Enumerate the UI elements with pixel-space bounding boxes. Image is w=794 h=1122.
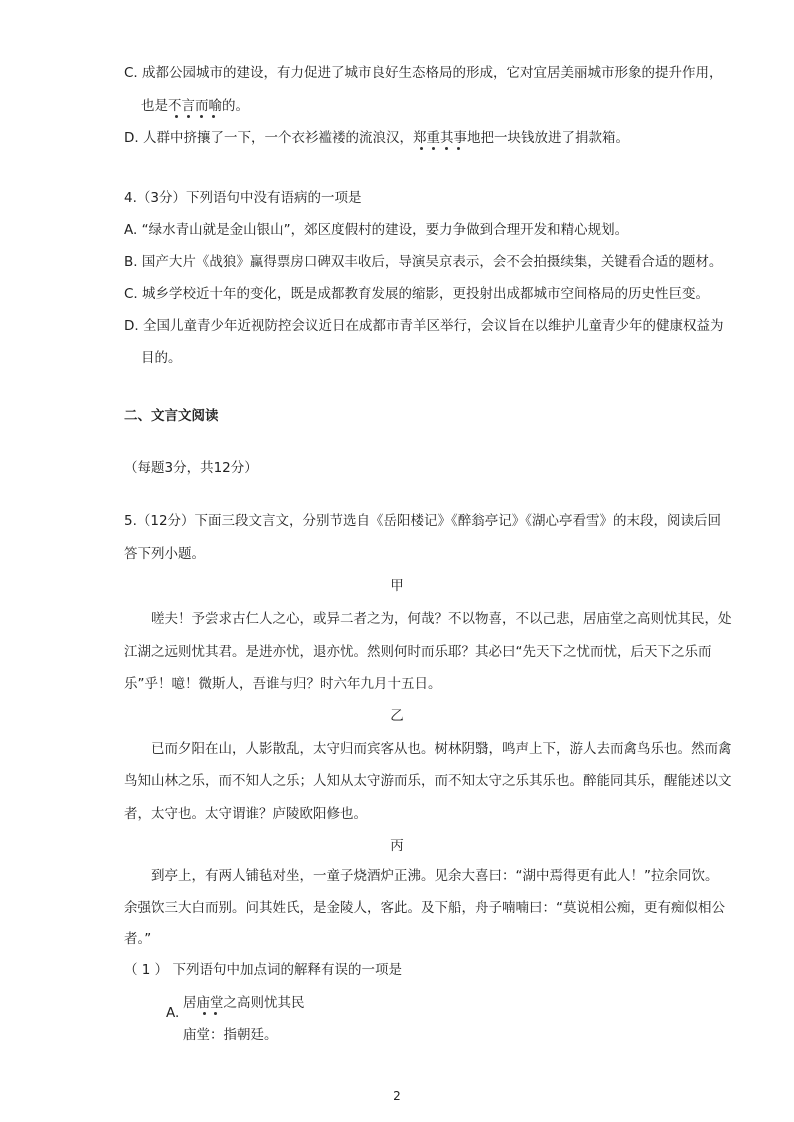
q3-option-d-text-post: 地把一块钱放进了捐款箱。 — [466, 130, 629, 146]
emphasis-dots — [170, 114, 220, 120]
section-scoring-note: （每题3分，共12分） — [124, 460, 258, 476]
passage-yi-label: 乙 — [390, 708, 404, 724]
q3-option-d-emphasized-word — [413, 130, 467, 146]
emphasized-text: 不言而喻 — [168, 98, 222, 114]
passage-yi-line: 鸟知山林之乐，而不知人之乐；人知从太守游而乐，而不知太守之乐其乐也。醉能同其乐，醒能述以文 — [124, 773, 732, 789]
q4-option-d-line1: D. 全国儿童青少年近视防控会议近日在成都市青羊区举行，会议旨在以维护儿童青少年的健康权益为 — [124, 318, 724, 334]
q4-option-a: A. “绿水青山就是金山银山”，郊区度假村的建设，要力争做到合理开发和精心规划。 — [124, 222, 629, 238]
q5-sub1-option-a-label: A. — [166, 1005, 180, 1021]
q3-option-c-text-pre: 也是 — [141, 98, 168, 114]
passage-yi-line: 已而夕阳在山，人影散乱，太守归而宾客从也。树林阴翳，鸣声上下，游人去而禽鸟乐也。然而禽 — [151, 741, 732, 757]
q3-option-c-line2 — [141, 96, 249, 116]
emphasized-text: 庙堂 — [196, 995, 224, 1011]
passage-bing-line: 者。” — [124, 931, 152, 947]
emphasis-dots — [199, 1011, 222, 1017]
q5-sub1-stem: （ 1 ） 下列语句中加点词的解释有误的一项是 — [124, 962, 402, 978]
passage-bing-line: 到亭上，有两人铺毡对坐，一童子烧酒炉正沸。见余大喜曰：“湖中焉得更有此人！”拉余同饮。 — [151, 868, 719, 884]
emphasis-dots — [415, 146, 465, 152]
passage-jia-label: 甲 — [390, 578, 404, 594]
passage-yi-line: 者，太守也。太守谓谁？庐陵欧阳修也。 — [124, 806, 367, 822]
passage-jia-line: 江湖之远则忧其君。是进亦忧，退亦忧。然则何时而乐耶？其必曰“先天下之忧而忧，后天下之乐而 — [124, 644, 712, 660]
q5-sub1-option-a-text-pre: 居 — [183, 995, 197, 1011]
q5-sub1-option-a-explanation: 庙堂：指朝廷。 — [183, 1027, 278, 1043]
q4-option-b: B. 国产大片《战狼》赢得票房口碑双丰收后，导演吴京表示，会不会拍摄续集，关键看合适的题材。 — [124, 254, 723, 270]
page-number: 2 — [393, 1089, 401, 1103]
passage-jia-line: 嗟夫！予尝求古仁人之心，或异二者之为，何哉？不以物喜，不以己悲，居庙堂之高则忧其民，处 — [151, 611, 732, 627]
q4-stem: 4.（3分）下列语句中没有语病的一项是 — [124, 190, 362, 206]
passage-bing-label: 丙 — [390, 838, 404, 854]
q5-sub1-option-a-emphasized-word — [197, 995, 224, 1011]
q3-option-c-emphasized-word — [168, 98, 222, 114]
emphasized-text: 郑重其事 — [412, 130, 467, 146]
q4-option-c: C. 城乡学校近十年的变化，既是成都教育发展的缩影，更投射出成都城市空间格局的历史性巨变。 — [124, 286, 710, 302]
q5-sub1-option-a-text-post: 之高则忧其民 — [223, 995, 305, 1011]
q5-sub1-option-a-sentence — [183, 993, 305, 1013]
q3-option-d — [124, 128, 629, 148]
passage-bing-line: 余强饮三大白而别。问其姓氏，是金陵人，客此。及下船，舟子喃喃曰：“莫说相公痴，更有痴似相公 — [124, 900, 725, 916]
q5-stem-line1: 5.（12分）下面三段文言文，分别节选自《岳阳楼记》《醉翁亭记》《湖心亭看雪》的末段，阅读后回 — [124, 513, 722, 529]
q4-option-d-line2: 目的。 — [141, 350, 182, 366]
q3-option-d-text-pre: D. 人群中挤攘了一下，一个衣衫褴褛的流浪汉， — [124, 130, 413, 146]
q3-option-c-text-post: 的。 — [222, 98, 249, 114]
q5-stem-line2: 答下列小题。 — [124, 546, 205, 562]
q3-option-c-line1: C. 成都公园城市的建设，有力促进了城市良好生态格局的形成，它对宜居美丽城市形象的提升作用， — [124, 65, 723, 81]
passage-jia-line: 乐”乎！噫！微斯人，吾谁与归？时六年九月十五日。 — [124, 676, 442, 692]
section-title: 二、文言文阅读 — [124, 408, 219, 424]
